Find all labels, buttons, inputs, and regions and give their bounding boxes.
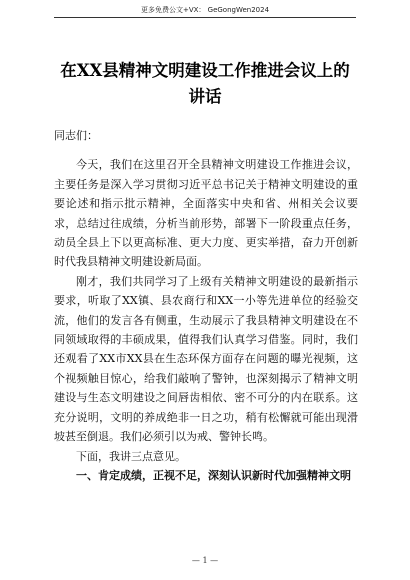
- paragraph-intro: 今天，我们在这里召开全县精神文明建设工作推进会议，主要任务是深入学习贯彻习近平总书记关于精神文明建设的重要论述和指示批示精神，全面落实中央和省、州相关会议要求，总结过往成绩，分析当前形势，部署下一阶段重点任务，动员全县上下以更高标准、更大力度、更实举措，奋力开创新时代我县精神文明建设新局面。: [54, 158, 358, 269]
- header-divider: [54, 17, 356, 18]
- paragraph-review: 刚才，我们共同学习了上级有关精神文明建设的最新指示要求，听取了XX镇、县农商行和XX一小等先进单位的经验交流，他们的发言各有侧重，生动展示了我县精神文明建设在不同领域取得的丰硕成果，值得我们认真学习借鉴。同时，我们还观看了XX市XX县在生态环保方面存在问题的曝光视频，这个视频触目惊心，给我们敲响了警钟，也深刻揭示了精神文明建设与生态文明建设之间唇齿相依、密不可分的内在联系。这充分说明，文明的养成绝非一日之功，稍有松懈就可能出现滑坡甚至倒退。我们必须引以为戒、警钟长鸣。: [54, 274, 358, 444]
- page-number: — 1 —: [191, 556, 219, 565]
- section-heading-1: 一、肯定成绩，正视不足，深刻认识新时代加强精神文明: [76, 468, 351, 482]
- salutation: 同志们：: [54, 129, 98, 142]
- paragraph-transition: 下面，我讲三点意见。: [76, 449, 186, 463]
- header-note: 更多免费公文+VX： GeGongWen2024: [140, 6, 270, 14]
- document-body: [54, 126, 358, 485]
- document-title: 在XX县精神文明建设工作推进会议上的讲话: [60, 61, 350, 106]
